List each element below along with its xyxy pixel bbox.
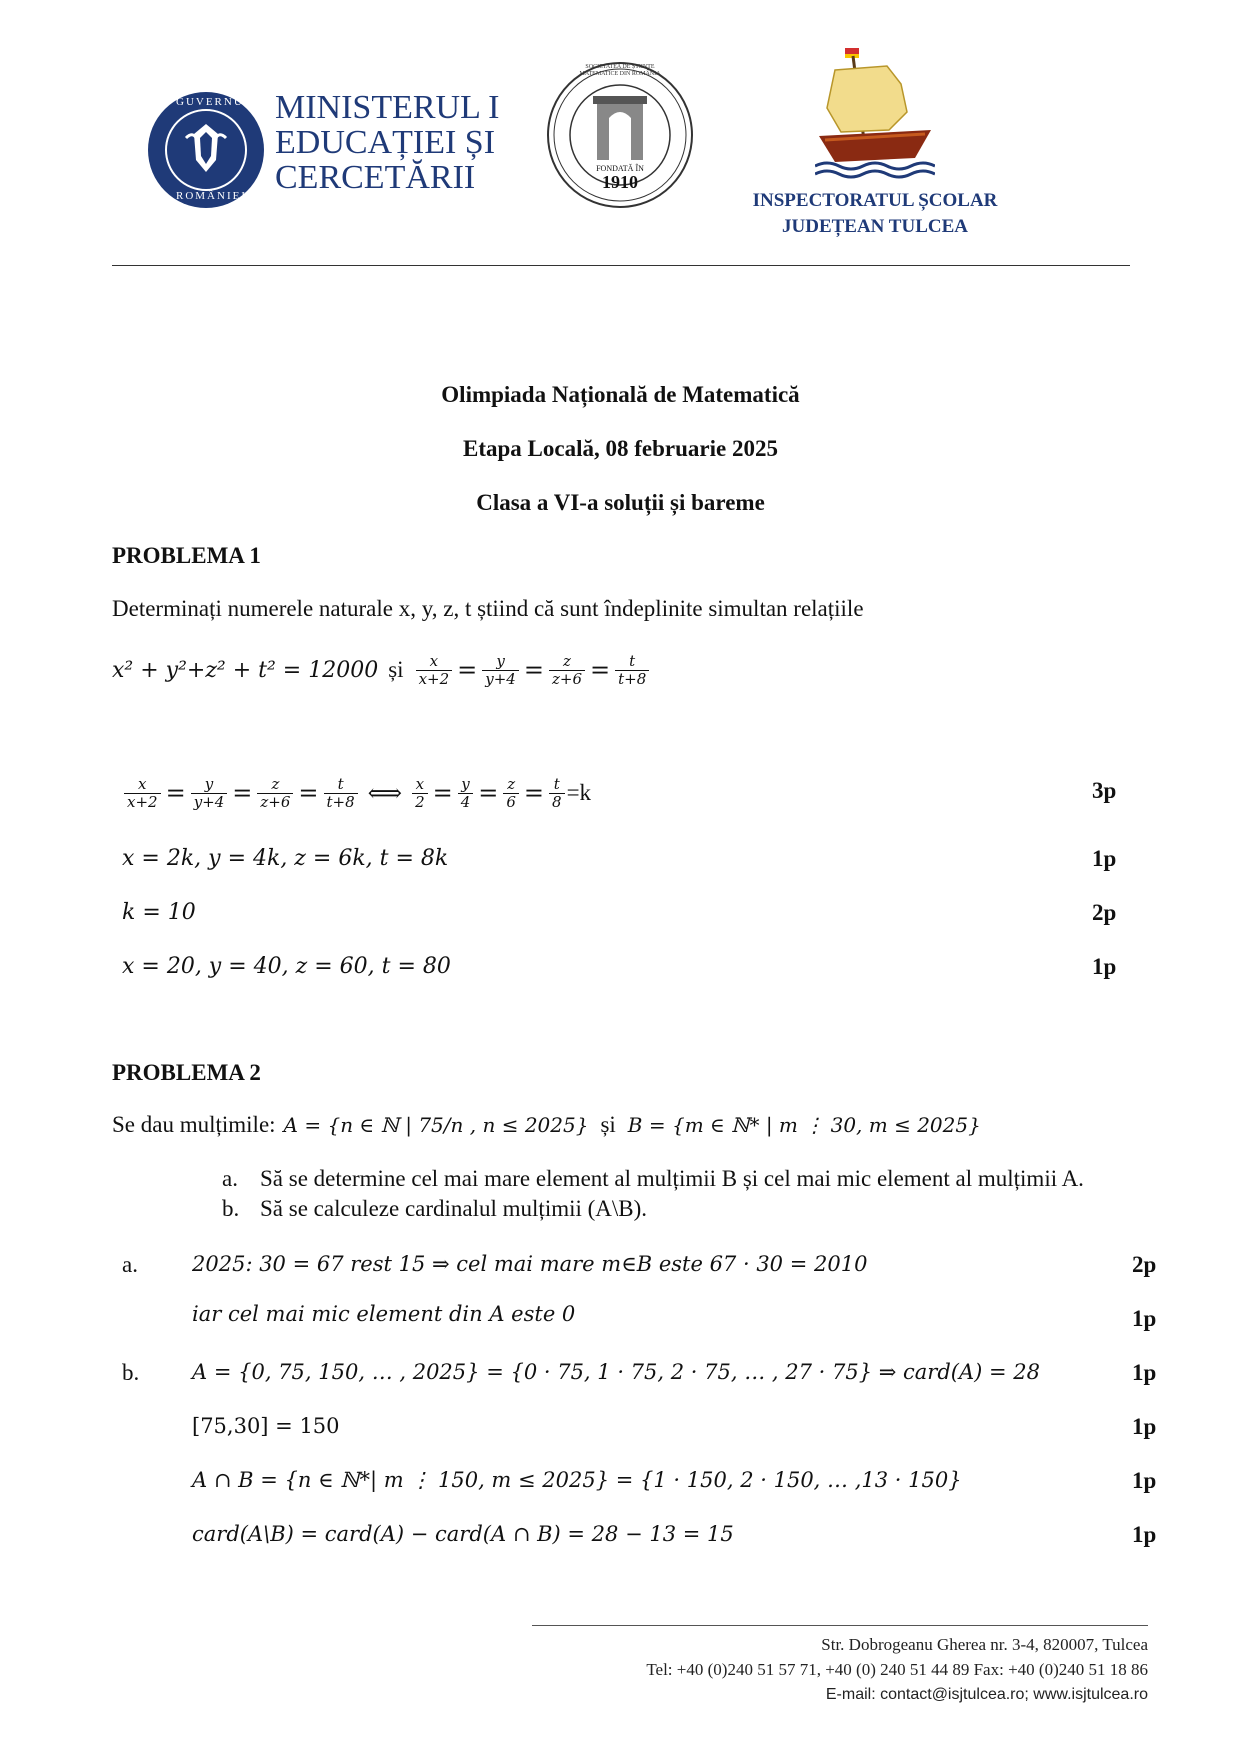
p1-points-2: 1p — [1092, 846, 1117, 871]
government-seal — [146, 90, 266, 210]
p1-points-3: 2p — [1092, 900, 1117, 925]
ministry-line-3: CERCETĂRII — [275, 159, 476, 196]
ssm-seal — [545, 60, 695, 210]
p1-step-1: $\frac{x}{x+2}$ = $\frac{y}{y+4}$ = $\frac{z}{z+6}$ = $\frac{t}{t+8}$ ⟺ $\frac{x}{2}$ = $\frac{y}{4}$ = $\frac{z}{6}$ = $\frac{t}{8}$ =k — [122, 770, 591, 816]
p2-sol-b-3: A ∩ B = {n ∈ ℕ*| m ⋮ 150, m ≤ 2025} = {1 · 150, 2 · 150, … ,13 · 150} — [192, 1468, 962, 1492]
p1-and: și — [388, 657, 404, 682]
p2-points-6: 1p — [1132, 1522, 1157, 1547]
p2-task-a-label: a. — [222, 1166, 238, 1191]
p2-points-2: 1p — [1132, 1306, 1157, 1331]
p2-sets — [112, 1112, 981, 1138]
p2-set-a: A = {n ∈ ℕ | 75/n , n ≤ 2025} — [283, 1113, 589, 1137]
p1-s1-sfrac-z: $\frac{z}{6}$ — [503, 776, 519, 811]
p2-task-a — [222, 1166, 1084, 1192]
p2-heading: PROBLEMA 2 — [112, 1060, 261, 1085]
p1-statement: Determinați numerele naturale x, y, z, t știind că sunt îndeplinite simultan relațiile — [112, 596, 864, 621]
seal-gov-top: GUVERNUL — [176, 96, 253, 108]
isj-line-2: JUDEȚEAN TULCEA — [782, 216, 968, 237]
p1-eq-k: =k — [566, 780, 592, 805]
p1-step-4: x = 20, y = 40, z = 60, t = 80 — [122, 954, 451, 979]
p2-points-1: 2p — [1132, 1252, 1157, 1277]
ministry-line-2: EDUCAȚIEI ȘI — [275, 124, 496, 161]
p2-intro: Se dau mulțimile: — [112, 1112, 276, 1137]
p2-points-5: 1p — [1132, 1468, 1157, 1493]
iff-symbol: ⟺ — [367, 779, 403, 807]
p2-sol-a-2: iar cel mai mic element din A este 0 — [192, 1302, 576, 1326]
footer-phone: Tel: +40 (0)240 51 57 71, +40 (0) 240 51 44 89 Fax: +40 (0)240 51 18 86 — [646, 1660, 1148, 1679]
p1-s1-frac-t: $\frac{t}{t+8}$ — [324, 776, 358, 811]
footer-divider — [532, 1625, 1148, 1626]
p2-sol-b-label: b. — [122, 1360, 140, 1385]
p1-s1-sfrac-x: $\frac{x}{2}$ — [412, 776, 428, 811]
p1-sum-equation: x² + y²+z² + t² = 12000 — [112, 657, 379, 683]
p1-points-4: 1p — [1092, 954, 1117, 979]
p1-s1-frac-z: $\frac{z}{z+6}$ — [257, 776, 293, 811]
footer-address: Str. Dobrogeanu Gherea nr. 3-4, 820007, Tulcea — [821, 1635, 1148, 1654]
title-class: Clasa a VI-a soluții și bareme — [476, 490, 765, 515]
ministry-line-1: MINISTERUL I — [275, 89, 500, 126]
p1-step-2: x = 2k, y = 4k, z = 6k, t = 8k — [122, 846, 449, 871]
seal-gov-bottom: ROMÂNIEI — [176, 190, 247, 202]
title-olympiad: Olimpiada Națională de Matematică — [441, 382, 800, 407]
p2-points-4: 1p — [1132, 1414, 1157, 1439]
ministry-name — [275, 90, 499, 195]
header-divider — [112, 265, 1130, 266]
p2-and: și — [600, 1112, 616, 1137]
p1-s1-frac-y: $\frac{y}{y+4}$ — [191, 776, 228, 811]
p2-task-a-text: Să se determine cel mai mare element al mulțimii B și cel mai mic element al mulțimii A. — [260, 1166, 1084, 1191]
isj-ship-logo — [815, 48, 935, 183]
p2-sol-a-1: 2025: 30 = 67 rest 15 ⇒ cel mai mare m∈B este 67 · 30 = 2010 — [192, 1252, 868, 1276]
p1-s1-sfrac-y: $\frac{y}{4}$ — [458, 776, 474, 811]
p1-s1-sfrac-t: $\frac{t}{8}$ — [549, 776, 565, 811]
p2-set-b: B = {m ∈ ℕ* | m ⋮ 30, m ≤ 2025} — [627, 1113, 981, 1137]
p2-sol-b-2: [75,30] = 150 — [192, 1414, 340, 1438]
p2-task-b-label: b. — [222, 1196, 240, 1221]
p1-frac-y: $\frac{y}{y+4}$ — [482, 653, 519, 688]
ssm-ring-text: SOCIETATEA DE ȘTIINȚE MATEMATICE DIN ROMÂNIA — [579, 64, 661, 77]
p1-frac-z: $\frac{z}{z+6}$ — [549, 653, 585, 688]
p1-step-3: k = 10 — [122, 900, 196, 925]
p1-frac-t: $\frac{t}{t+8}$ — [615, 653, 649, 688]
p2-task-b-text: Să se calculeze cardinalul mulțimii (A\B). — [260, 1196, 648, 1221]
p2-task-b — [222, 1196, 647, 1222]
title-stage: Etapa Locală, 08 februarie 2025 — [463, 436, 778, 461]
p2-sol-b-4: card(A\B) = card(A) − card(A ∩ B) = 28 − 13 = 15 — [192, 1522, 734, 1546]
ssm-founded: FONDATĂ ÎN — [596, 164, 644, 173]
p2-sol-b-1: A = {0, 75, 150, … , 2025} = {0 · 75, 1 · 75, 2 · 75, … , 27 · 75} ⇒ card(A) = 28 — [192, 1360, 1040, 1384]
p1-frac-x: $\frac{x}{x+2}$ — [416, 653, 453, 688]
p1-given-equations: x² + y²+z² + t² = 12000 și $\frac{x}{x+2}$ = $\frac{y}{y+4}$ = $\frac{z}{z+6}$ = $\frac{t}{t+8}$ — [112, 647, 651, 693]
p2-points-3: 1p — [1132, 1360, 1157, 1385]
footer-email: E-mail: contact@isjtulcea.ro; www.isjtulcea.ro — [825, 1686, 1148, 1703]
p1-points-1: 3p — [1092, 778, 1117, 803]
footer — [500, 1632, 1148, 1707]
p1-heading: PROBLEMA 1 — [112, 543, 261, 568]
isj-line-1: INSPECTORATUL ȘCOLAR — [752, 190, 998, 211]
p1-s1-frac-x: $\frac{x}{x+2}$ — [124, 776, 161, 811]
isj-name — [740, 188, 1010, 240]
p2-sol-a-label: a. — [122, 1252, 138, 1277]
ssm-year: 1910 — [602, 172, 638, 192]
